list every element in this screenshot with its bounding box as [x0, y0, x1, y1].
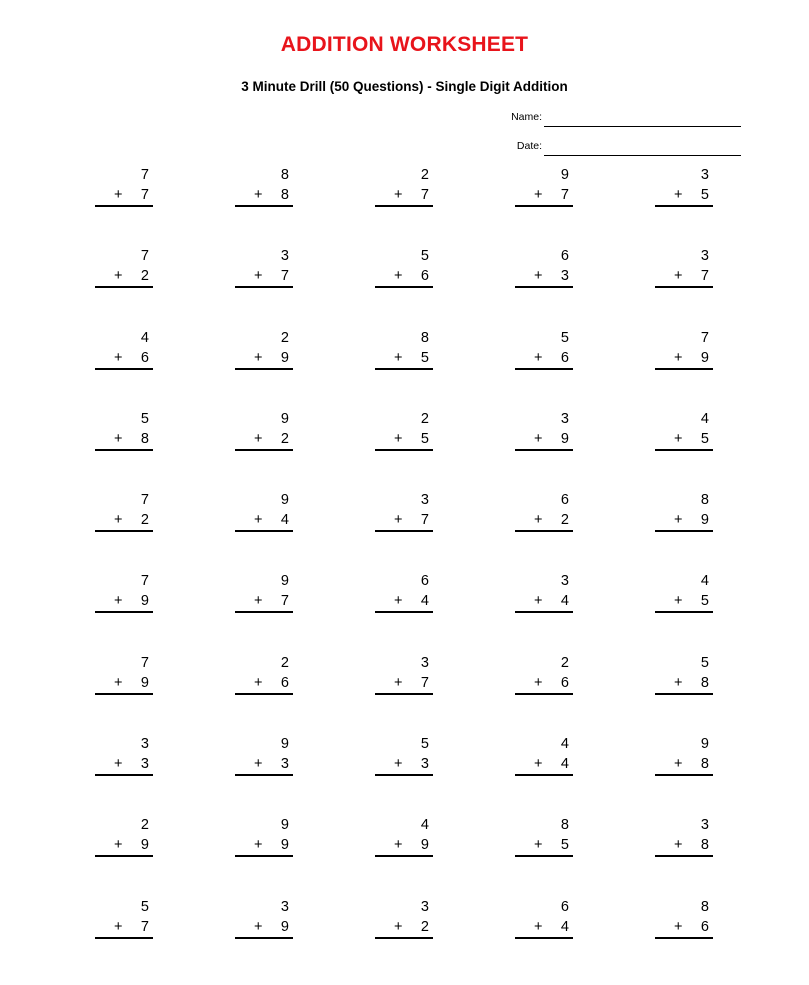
plus-sign: +: [254, 512, 263, 529]
answer-line[interactable]: [655, 205, 713, 207]
bottom-addend: 6: [280, 674, 289, 691]
bottom-addend: 7: [420, 512, 429, 529]
top-addend: 2: [420, 167, 429, 183]
addition-problem: [515, 490, 573, 536]
addition-problem: [375, 571, 433, 617]
addition-problem: [95, 653, 153, 699]
bottom-addend: 9: [140, 837, 149, 854]
plus-sign: +: [394, 674, 403, 691]
bottom-addend: 5: [700, 430, 709, 447]
top-addend: 7: [140, 573, 149, 590]
top-addend: 8: [560, 817, 569, 834]
top-addend: 4: [560, 736, 569, 753]
plus-sign: +: [534, 918, 543, 935]
top-addend: 6: [560, 898, 569, 915]
answer-line[interactable]: [515, 286, 573, 288]
plus-sign: +: [114, 918, 123, 935]
name-field[interactable]: [500, 111, 741, 127]
addition-problem: [515, 815, 573, 861]
top-addend: 7: [700, 329, 709, 346]
bottom-addend: 7: [280, 593, 289, 610]
answer-line[interactable]: [375, 368, 433, 370]
top-addend: 3: [700, 817, 709, 834]
plus-sign: +: [114, 756, 123, 773]
answer-line[interactable]: [235, 937, 293, 939]
top-addend: 9: [280, 410, 289, 427]
bottom-addend: 6: [420, 268, 429, 285]
plus-sign: +: [254, 268, 263, 285]
problem-row: [0, 815, 809, 896]
plus-sign: +: [534, 674, 543, 691]
plus-sign: +: [674, 837, 683, 854]
plus-sign: +: [534, 512, 543, 529]
answer-line[interactable]: [95, 774, 153, 776]
top-addend: 4: [700, 573, 709, 590]
answer-line[interactable]: [235, 449, 293, 451]
plus-sign: +: [534, 837, 543, 854]
top-addend: 4: [420, 817, 429, 834]
plus-sign: +: [534, 187, 543, 203]
bottom-addend: 6: [140, 349, 149, 366]
answer-line[interactable]: [375, 286, 433, 288]
addition-problem: [655, 653, 713, 699]
answer-line[interactable]: [655, 774, 713, 776]
plus-sign: +: [254, 593, 263, 610]
addition-problem: [655, 328, 713, 374]
answer-line[interactable]: [235, 286, 293, 288]
answer-line[interactable]: [95, 286, 153, 288]
answer-line[interactable]: [95, 611, 153, 613]
answer-line[interactable]: [515, 693, 573, 695]
bottom-addend: 9: [280, 918, 289, 935]
addition-problem: [515, 328, 573, 374]
addition-problem: [515, 409, 573, 455]
problem-row: [0, 571, 809, 652]
addition-problem: [95, 897, 153, 943]
bottom-addend: 9: [700, 349, 709, 366]
answer-line[interactable]: [515, 611, 573, 613]
plus-sign: +: [674, 430, 683, 447]
addition-problem: [235, 897, 293, 943]
bottom-addend: 2: [140, 268, 149, 285]
top-addend: 9: [560, 167, 569, 183]
top-addend: 3: [420, 492, 429, 509]
addition-problem: [95, 571, 153, 617]
answer-line[interactable]: [375, 611, 433, 613]
bottom-addend: 5: [560, 837, 569, 854]
bottom-addend: 7: [420, 674, 429, 691]
bottom-addend: 4: [560, 593, 569, 610]
plus-sign: +: [674, 187, 683, 203]
plus-sign: +: [534, 268, 543, 285]
top-addend: 8: [280, 167, 289, 183]
addition-problem: [375, 246, 433, 292]
problem-row: [0, 734, 809, 815]
plus-sign: +: [534, 593, 543, 610]
bottom-addend: 8: [700, 837, 709, 854]
answer-line[interactable]: [235, 530, 293, 532]
plus-sign: +: [674, 918, 683, 935]
bottom-addend: 8: [140, 430, 149, 447]
answer-line[interactable]: [515, 774, 573, 776]
answer-line[interactable]: [95, 530, 153, 532]
addition-problem: [655, 571, 713, 617]
bottom-addend: 9: [560, 430, 569, 447]
answer-line[interactable]: [375, 774, 433, 776]
answer-line[interactable]: [95, 693, 153, 695]
bottom-addend: 9: [700, 512, 709, 529]
problem-row: [0, 490, 809, 571]
top-addend: 3: [700, 248, 709, 265]
bottom-addend: 5: [420, 430, 429, 447]
addition-problem: [95, 409, 153, 455]
top-addend: 3: [560, 573, 569, 590]
problem-row: [0, 328, 809, 409]
problem-row: [0, 246, 809, 327]
problem-row: [0, 653, 809, 734]
plus-sign: +: [114, 593, 123, 610]
top-addend: 3: [420, 898, 429, 915]
addition-problem: [95, 490, 153, 536]
answer-line[interactable]: [95, 855, 153, 857]
addition-problem: [375, 490, 433, 536]
bottom-addend: 4: [560, 756, 569, 773]
answer-line[interactable]: [95, 205, 153, 207]
top-addend: 9: [280, 736, 289, 753]
plus-sign: +: [674, 349, 683, 366]
bottom-addend: 8: [280, 187, 289, 203]
bottom-addend: 4: [560, 918, 569, 935]
addition-problem: [655, 897, 713, 943]
answer-line[interactable]: [375, 693, 433, 695]
answer-line[interactable]: [655, 286, 713, 288]
bottom-addend: 9: [140, 593, 149, 610]
top-addend: 7: [140, 492, 149, 509]
answer-line[interactable]: [655, 693, 713, 695]
top-addend: 9: [700, 736, 709, 753]
bottom-addend: 4: [280, 512, 289, 529]
top-addend: 9: [280, 492, 289, 509]
name-label: Name:: [511, 111, 542, 123]
plus-sign: +: [114, 512, 123, 529]
bottom-addend: 9: [280, 349, 289, 366]
addition-problem: [375, 653, 433, 699]
plus-sign: +: [394, 268, 403, 285]
addition-problem: [95, 734, 153, 780]
bottom-addend: 3: [560, 268, 569, 285]
addition-problem: [375, 897, 433, 943]
bottom-addend: 5: [700, 187, 709, 203]
answer-line[interactable]: [235, 855, 293, 857]
bottom-addend: 9: [140, 674, 149, 691]
plus-sign: +: [114, 837, 123, 854]
plus-sign: +: [394, 512, 403, 529]
top-addend: 5: [140, 898, 149, 915]
plus-sign: +: [394, 349, 403, 366]
addition-problem: [375, 409, 433, 455]
addition-problem: [375, 328, 433, 374]
addition-problem: [375, 165, 433, 211]
bottom-addend: 2: [560, 512, 569, 529]
answer-line[interactable]: [235, 611, 293, 613]
plus-sign: +: [394, 593, 403, 610]
plus-sign: +: [114, 430, 123, 447]
top-addend: 4: [140, 329, 149, 346]
bottom-addend: 6: [700, 918, 709, 935]
top-addend: 5: [420, 248, 429, 265]
problem-grid: [0, 165, 809, 978]
plus-sign: +: [114, 187, 123, 203]
top-addend: 5: [420, 736, 429, 753]
top-addend: 7: [140, 654, 149, 671]
answer-line[interactable]: [375, 449, 433, 451]
bottom-addend: 7: [140, 918, 149, 935]
addition-problem: [655, 165, 713, 211]
date-line: [544, 154, 741, 156]
answer-line[interactable]: [375, 937, 433, 939]
plus-sign: +: [394, 837, 403, 854]
answer-line[interactable]: [515, 205, 573, 207]
bottom-addend: 2: [420, 918, 429, 935]
addition-problem: [95, 328, 153, 374]
plus-sign: +: [674, 674, 683, 691]
bottom-addend: 2: [140, 512, 149, 529]
top-addend: 7: [140, 248, 149, 265]
answer-line[interactable]: [655, 937, 713, 939]
addition-problem: [655, 246, 713, 292]
bottom-addend: 6: [560, 349, 569, 366]
addition-problem: [515, 653, 573, 699]
addition-problem: [235, 165, 293, 211]
top-addend: 5: [700, 654, 709, 671]
top-addend: 3: [700, 167, 709, 183]
plus-sign: +: [114, 268, 123, 285]
answer-line[interactable]: [235, 693, 293, 695]
bottom-addend: 5: [420, 349, 429, 366]
plus-sign: +: [394, 918, 403, 935]
problem-row: [0, 897, 809, 978]
addition-problem: [235, 409, 293, 455]
plus-sign: +: [114, 349, 123, 366]
plus-sign: +: [534, 756, 543, 773]
top-addend: 3: [560, 410, 569, 427]
plus-sign: +: [534, 349, 543, 366]
top-addend: 2: [280, 654, 289, 671]
addition-problem: [235, 490, 293, 536]
top-addend: 9: [280, 573, 289, 590]
answer-line[interactable]: [95, 449, 153, 451]
addition-problem: [235, 571, 293, 617]
top-addend: 6: [560, 492, 569, 509]
date-field[interactable]: [500, 140, 741, 156]
plus-sign: +: [394, 187, 403, 203]
addition-problem: [515, 246, 573, 292]
worksheet-subtitle: 3 Minute Drill (50 Questions) - Single Digit Addition: [241, 79, 568, 94]
name-line: [544, 125, 741, 127]
problem-row: [0, 165, 809, 246]
problem-row: [0, 409, 809, 490]
top-addend: 6: [560, 248, 569, 265]
top-addend: 2: [140, 817, 149, 834]
answer-line[interactable]: [515, 368, 573, 370]
addition-problem: [95, 815, 153, 861]
bottom-addend: 7: [560, 187, 569, 203]
plus-sign: +: [674, 593, 683, 610]
bottom-addend: 3: [420, 756, 429, 773]
answer-line[interactable]: [655, 855, 713, 857]
date-label: Date:: [516, 140, 542, 152]
bottom-addend: 9: [420, 837, 429, 854]
bottom-addend: 3: [280, 756, 289, 773]
answer-line[interactable]: [655, 530, 713, 532]
plus-sign: +: [534, 430, 543, 447]
bottom-addend: 7: [140, 187, 149, 203]
addition-problem: [375, 815, 433, 861]
plus-sign: +: [674, 512, 683, 529]
bottom-addend: 8: [700, 756, 709, 773]
bottom-addend: 7: [280, 268, 289, 285]
answer-line[interactable]: [235, 774, 293, 776]
addition-problem: [235, 328, 293, 374]
addition-problem: [655, 734, 713, 780]
addition-problem: [235, 653, 293, 699]
top-addend: 2: [420, 410, 429, 427]
plus-sign: +: [254, 674, 263, 691]
addition-problem: [515, 571, 573, 617]
answer-line[interactable]: [235, 368, 293, 370]
top-addend: 3: [140, 736, 149, 753]
answer-line[interactable]: [95, 368, 153, 370]
bottom-addend: 7: [420, 187, 429, 203]
plus-sign: +: [254, 349, 263, 366]
top-addend: 9: [280, 817, 289, 834]
answer-line[interactable]: [515, 449, 573, 451]
answer-line[interactable]: [95, 937, 153, 939]
plus-sign: +: [394, 756, 403, 773]
addition-problem: [95, 246, 153, 292]
top-addend: 4: [700, 410, 709, 427]
top-addend: 3: [420, 654, 429, 671]
top-addend: 5: [560, 329, 569, 346]
addition-problem: [235, 815, 293, 861]
top-addend: 5: [140, 410, 149, 427]
answer-line[interactable]: [655, 611, 713, 613]
bottom-addend: 8: [700, 674, 709, 691]
answer-line[interactable]: [515, 530, 573, 532]
plus-sign: +: [114, 674, 123, 691]
answer-line[interactable]: [655, 368, 713, 370]
plus-sign: +: [254, 187, 263, 203]
bottom-addend: 4: [420, 593, 429, 610]
worksheet-title: ADDITION WORKSHEET: [280, 33, 529, 56]
addition-problem: [655, 409, 713, 455]
plus-sign: +: [254, 837, 263, 854]
plus-sign: +: [674, 268, 683, 285]
plus-sign: +: [254, 918, 263, 935]
top-addend: 8: [700, 898, 709, 915]
addition-problem: [655, 490, 713, 536]
plus-sign: +: [254, 430, 263, 447]
top-addend: 3: [280, 898, 289, 915]
bottom-addend: 6: [560, 674, 569, 691]
addition-problem: [95, 165, 153, 211]
bottom-addend: 3: [140, 756, 149, 773]
answer-line[interactable]: [515, 937, 573, 939]
addition-problem: [655, 815, 713, 861]
top-addend: 7: [140, 167, 149, 183]
bottom-addend: 2: [280, 430, 289, 447]
top-addend: 8: [700, 492, 709, 509]
answer-line[interactable]: [515, 855, 573, 857]
answer-line[interactable]: [375, 855, 433, 857]
addition-problem: [235, 734, 293, 780]
plus-sign: +: [394, 430, 403, 447]
addition-problem: [235, 246, 293, 292]
addition-problem: [515, 897, 573, 943]
bottom-addend: 5: [700, 593, 709, 610]
bottom-addend: 7: [700, 268, 709, 285]
answer-line[interactable]: [655, 449, 713, 451]
top-addend: 6: [420, 573, 429, 590]
top-addend: 2: [280, 329, 289, 346]
addition-problem: [375, 734, 433, 780]
bottom-addend: 9: [280, 837, 289, 854]
top-addend: 8: [420, 329, 429, 346]
answer-line[interactable]: [375, 205, 433, 207]
addition-problem: [515, 734, 573, 780]
answer-line[interactable]: [375, 530, 433, 532]
answer-line[interactable]: [235, 205, 293, 207]
plus-sign: +: [674, 756, 683, 773]
plus-sign: +: [254, 756, 263, 773]
top-addend: 3: [280, 248, 289, 265]
top-addend: 2: [560, 654, 569, 671]
addition-problem: [515, 165, 573, 211]
